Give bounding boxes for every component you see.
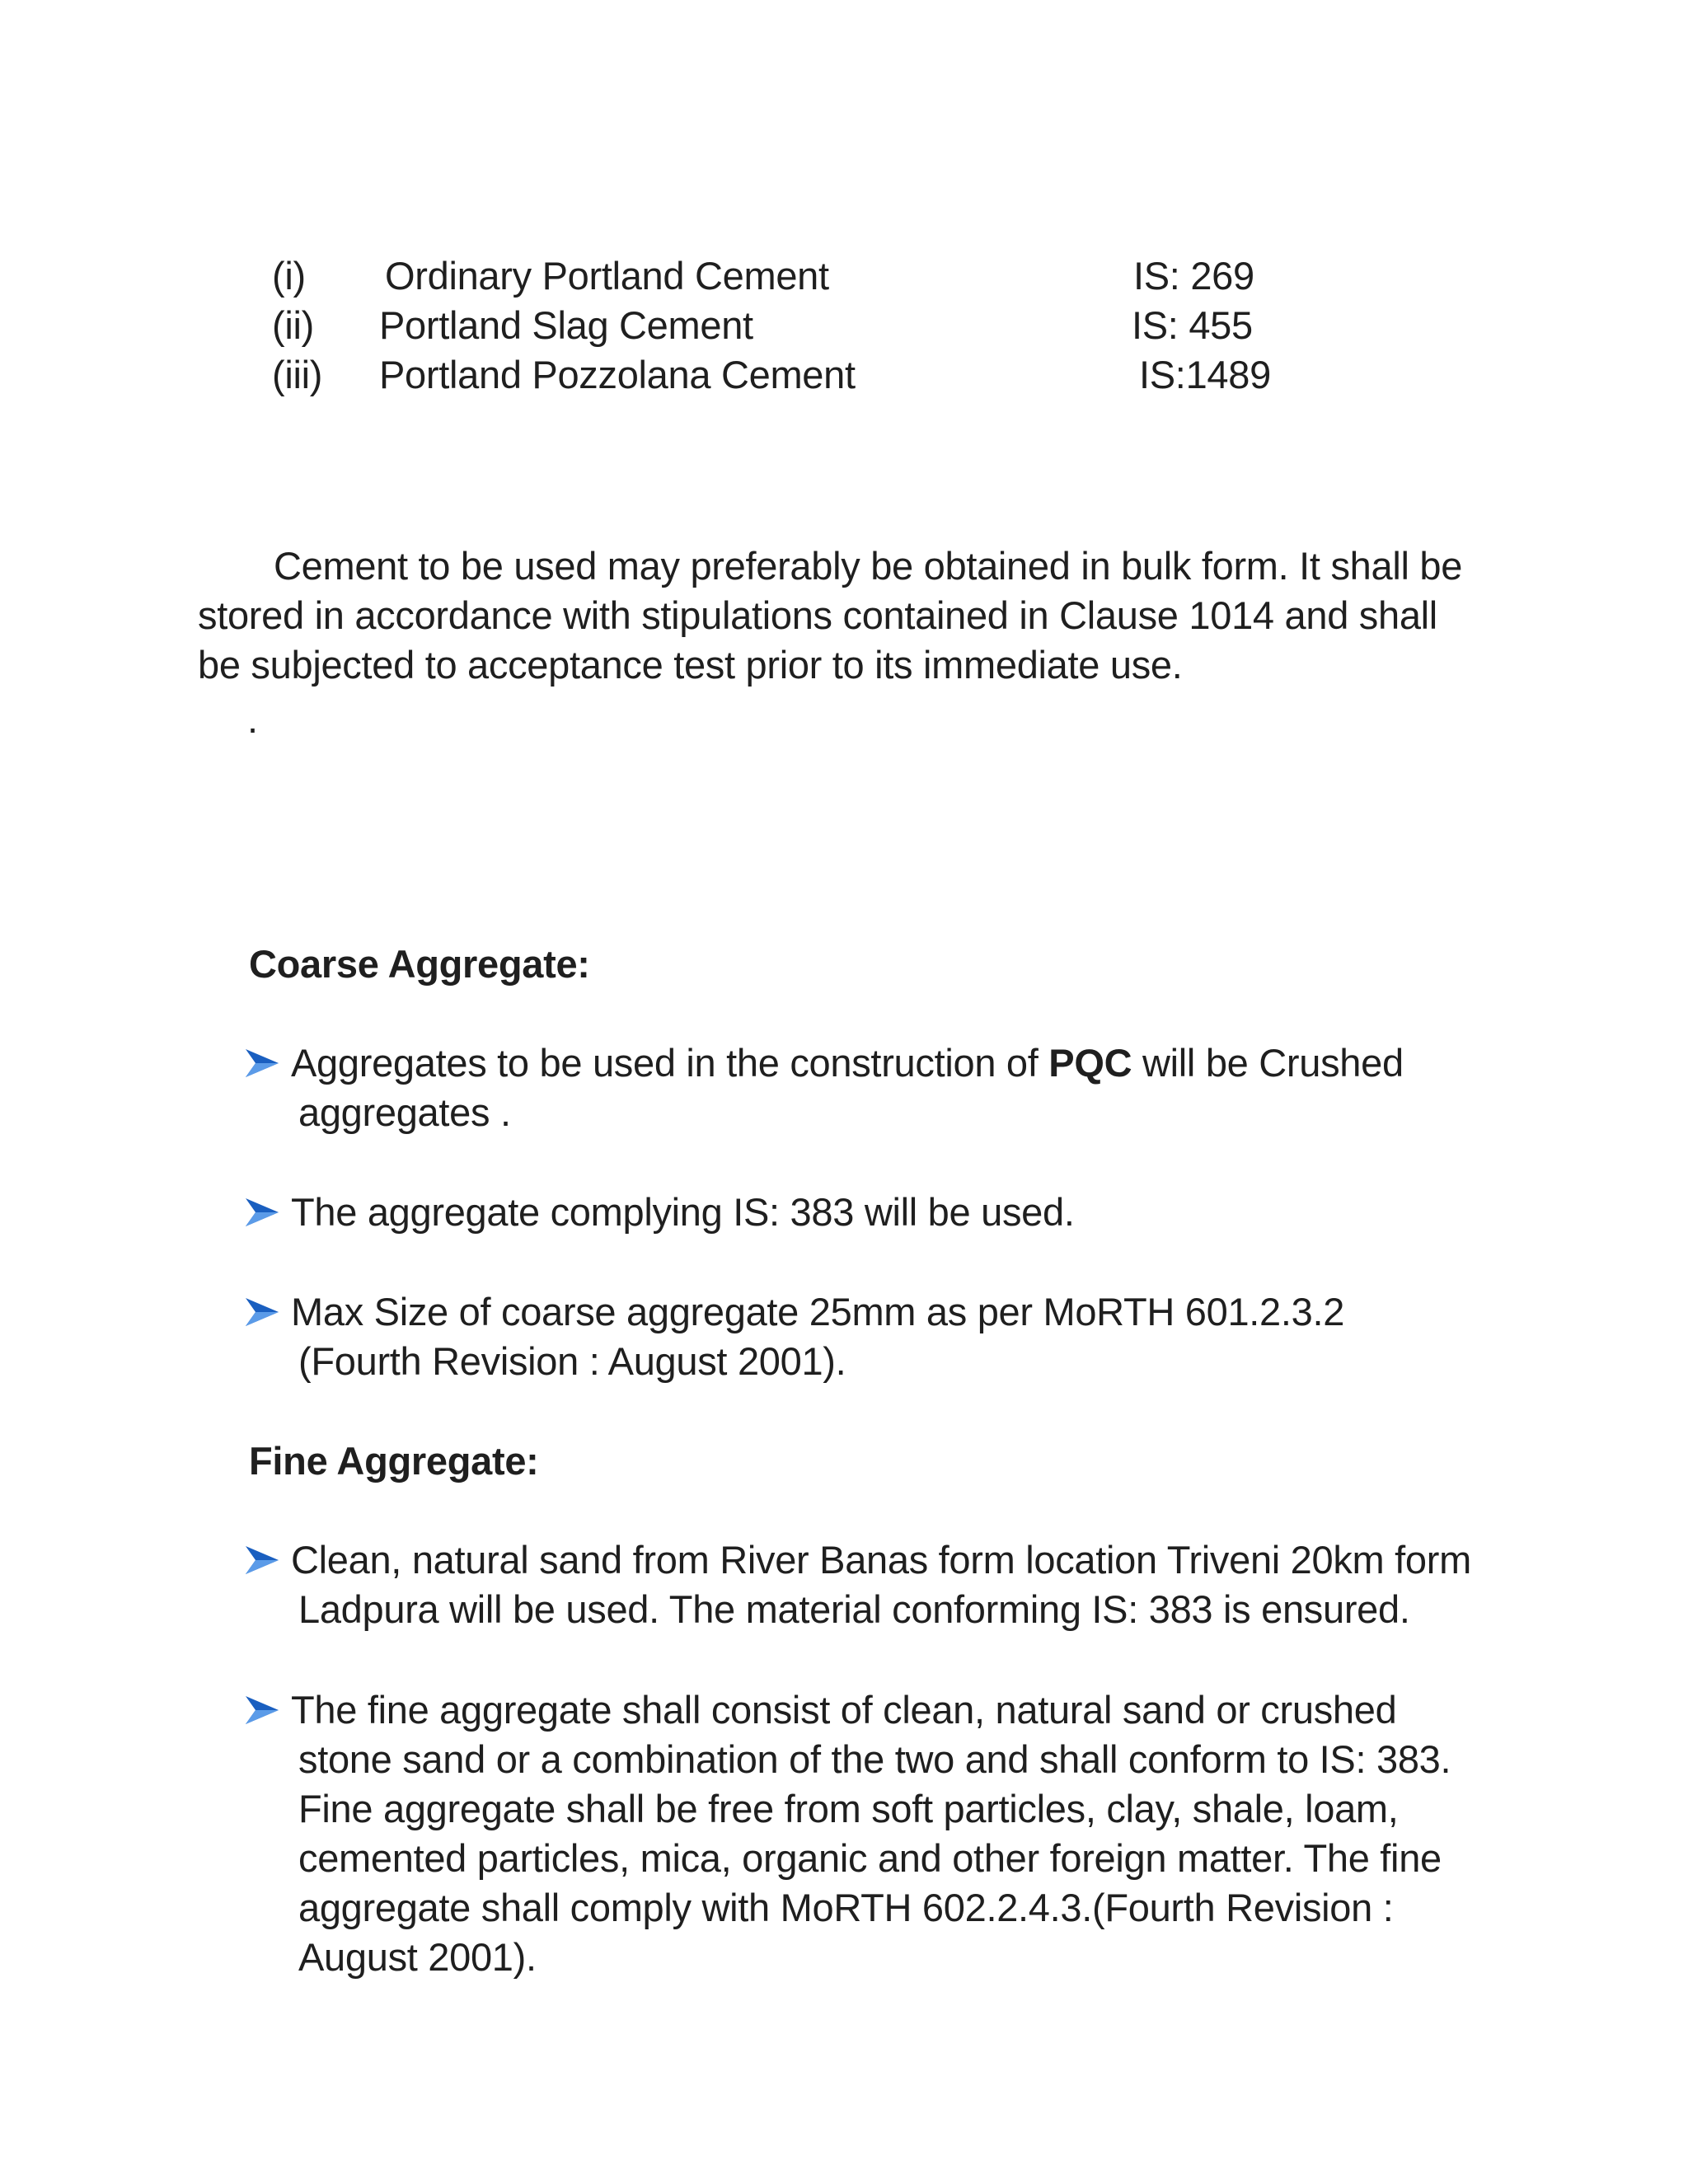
bullet-text: cemented particles, mica, organic and other foreign matter. The fine	[298, 1836, 1442, 1880]
arrowhead-bullet-icon	[246, 1298, 279, 1326]
paragraph-line: Cement to be used may preferably be obtained in bulk form. It shall be	[274, 544, 1463, 588]
bullet-text: Max Size of coarse aggregate 25mm as per MoRTH 601.2.3.2	[291, 1290, 1345, 1333]
bullet-text: (Fourth Revision : August 2001).	[298, 1339, 846, 1383]
cement-item-number: (iii)	[272, 353, 323, 396]
paragraph-line: stored in accordance with stipulations contained in Clause 1014 and shall	[198, 593, 1437, 637]
cement-item-number: (ii)	[272, 303, 314, 347]
bullet-text: The fine aggregate shall consist of clean, natural sand or crushed	[291, 1688, 1397, 1732]
bullet-text: aggregate shall comply with MoRTH 602.2.4.3.(Fourth Revision :	[298, 1886, 1394, 1929]
cement-item-name: Ordinary Portland Cement	[385, 254, 829, 298]
cement-item-code: IS: 455	[1132, 303, 1253, 347]
cement-item-code: IS:1489	[1139, 353, 1271, 396]
paragraph-line: be subjected to acceptance test prior to its immediate use.	[198, 643, 1183, 687]
bullet-text: aggregates .	[298, 1090, 511, 1134]
arrowhead-bullet-icon	[246, 1696, 279, 1724]
arrowhead-bullet-icon	[246, 1198, 279, 1226]
bullet-text: stone sand or a combination of the two and shall conform to IS: 383.	[298, 1737, 1451, 1781]
bullet-text: Clean, natural sand from River Banas form location Triveni 20km form	[291, 1538, 1471, 1582]
stray-dot: .	[247, 697, 258, 741]
bullet-text: Ladpura will be used. The material conforming IS: 383 is ensured.	[298, 1587, 1410, 1631]
bullet-text	[291, 1038, 1404, 1088]
arrowhead-bullet-icon	[246, 1049, 279, 1077]
bullet-text: August 2001).	[298, 1935, 537, 1979]
cement-item-name: Portland Pozzolana Cement	[379, 353, 856, 396]
arrowhead-bullet-icon	[246, 1546, 279, 1574]
bullet-text-bold: PQC	[1048, 1041, 1132, 1085]
bullet-text: Fine aggregate shall be free from soft particles, clay, shale, loam,	[298, 1787, 1399, 1830]
bullet-text-segment: Aggregates to be used in the construction of	[291, 1041, 1049, 1085]
bullet-text-segment: will be Crushed	[1132, 1041, 1404, 1085]
cement-item-number: (i)	[272, 254, 306, 298]
cement-item-code: IS: 269	[1133, 254, 1254, 298]
cement-item-name: Portland Slag Cement	[379, 303, 753, 347]
section-heading: Fine Aggregate:	[249, 1439, 539, 1483]
bullet-text: The aggregate complying IS: 383 will be used.	[291, 1190, 1075, 1234]
section-heading: Coarse Aggregate:	[249, 942, 590, 986]
